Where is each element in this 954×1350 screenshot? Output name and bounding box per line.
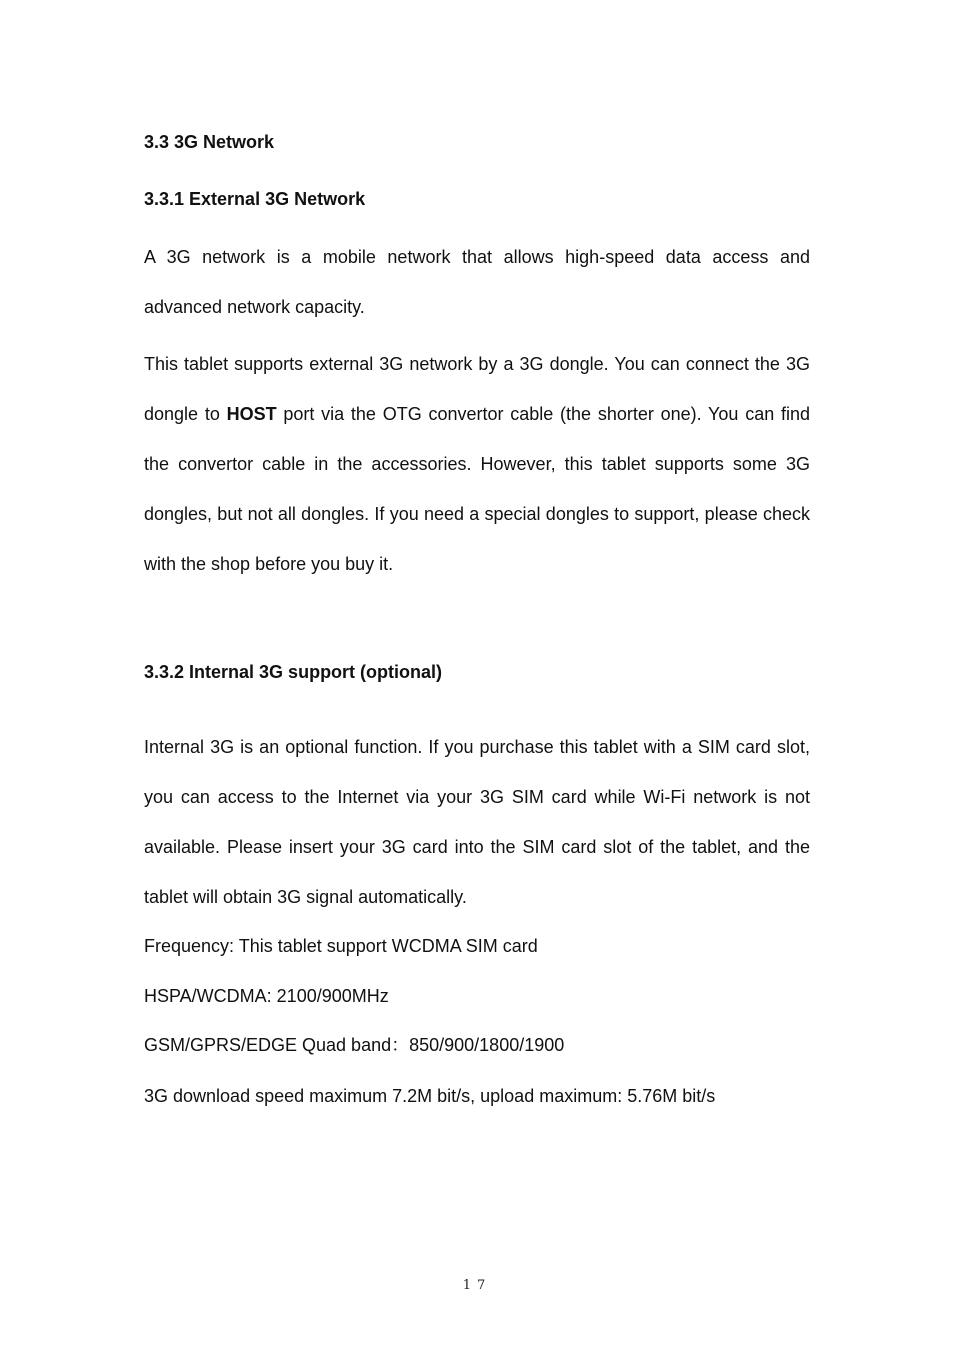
gsm-quad-band-line: GSM/GPRS/EDGE Quad band：850/900/1800/1900 <box>144 1035 565 1055</box>
external-3g-dongle-paragraph <box>144 339 810 589</box>
external-3g-intro-paragraph: A 3G network is a mobile network that allows high-speed data access and advanced network capacity. <box>144 247 810 317</box>
hspa-wcdma-line: HSPA/WCDMA: 2100/900MHz <box>144 986 389 1006</box>
page-number: 17 <box>462 1278 492 1293</box>
section-heading: 3.3 3G Network <box>144 132 275 152</box>
internal-3g-heading: 3.3.2 Internal 3G support (optional) <box>144 662 443 682</box>
frequency-line: Frequency: This tablet support WCDMA SIM card <box>144 936 538 956</box>
internal-3g-paragraph: Internal 3G is an optional function. If you purchase this tablet with a SIM card slot, you can access to the Internet via your 3G SIM card while Wi-Fi network is not available. Please insert your 3G card into the SIM card slot of the tablet, and the tablet will obtain 3G signal automatically. <box>144 737 810 907</box>
host-port-label: HOST <box>226 404 277 424</box>
dongle-paragraph-text-before: This tablet supports external 3G network by a 3G dongle. You can connect the 3G dongle to <box>144 354 810 424</box>
external-3g-heading: 3.3.1 External 3G Network <box>144 189 366 209</box>
speed-line: 3G download speed maximum 7.2M bit/s, upload maximum: 5.76M bit/s <box>144 1086 716 1106</box>
dongle-paragraph-text-after: port via the OTG convertor cable (the shorter one). You can find the convertor cable in the accessories. However, this tablet supports some 3G dongles, but not all dongles. If you need a special dongles to support, please check with the shop before you buy it. <box>144 404 810 574</box>
